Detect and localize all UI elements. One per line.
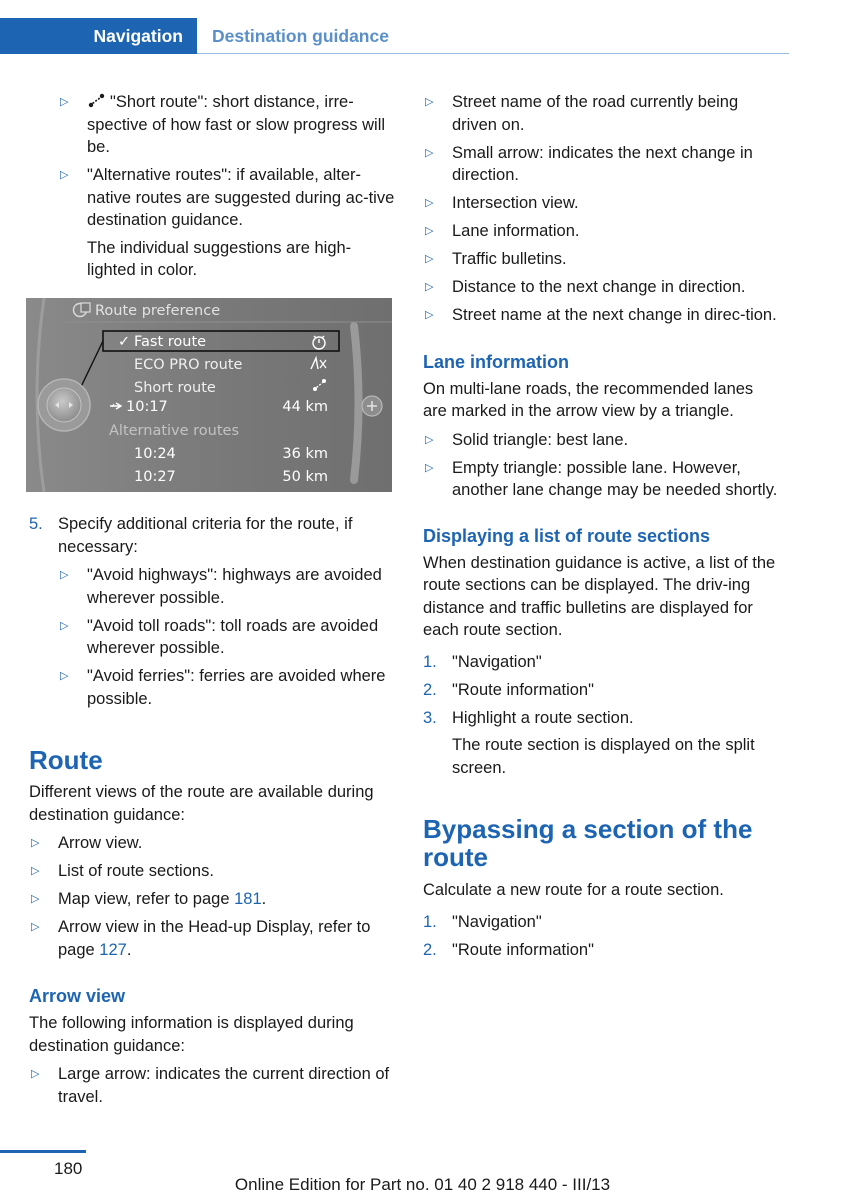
- list-item: ▷ Small arrow: indicates the next change in direction.: [425, 143, 753, 184]
- list-item: [58, 164, 395, 282]
- list-item: ▷ Empty triangle: possible lane. However, another lane change may be needed shortly.: [425, 458, 778, 499]
- edition-footer: Online Edition for Part no. 01 40 2 918 440 - III/13: [234, 1175, 611, 1194]
- bullet-triangle-icon: ▷: [60, 669, 69, 682]
- bypass-heading: Bypassing a section of the route: [423, 814, 753, 872]
- list-item: 2. "Route information": [423, 939, 781, 962]
- bullet-triangle-icon: ▷: [425, 252, 434, 265]
- alternative-route-distance: 50 km: [282, 468, 328, 485]
- list-item: ▷ Solid triangle: best lane.: [423, 429, 781, 452]
- route-sections-intro: When destination guidance is active, a list of the route sections can be displayed. The driv-ing distance and traffic bulletins are displayed for each route section.: [423, 553, 776, 639]
- right-column: [423, 91, 781, 967]
- bullet-triangle-icon: ▷: [60, 618, 69, 632]
- controller-icon[interactable]: [38, 379, 90, 431]
- list-item: ▷ Distance to the next change in direction.: [423, 276, 781, 299]
- step-number: 2.: [423, 680, 437, 699]
- bullet-triangle-icon: ▷: [31, 920, 40, 933]
- footer-rule: [0, 1150, 86, 1153]
- step-number: 1.: [423, 912, 437, 931]
- avoid-ferries-text: "Avoid ferries": ferries are avoided where possible.: [87, 667, 386, 708]
- list-item: 2. "Route information": [423, 679, 781, 702]
- avoid-criteria-list: [58, 564, 395, 710]
- arrow-view-heading: Arrow view: [29, 986, 126, 1006]
- step-number: 1.: [423, 652, 437, 671]
- list-item: 1. "Navigation": [423, 911, 781, 934]
- list-item: ▷ Intersection view.: [423, 192, 781, 215]
- bullet-triangle-icon: ▷: [425, 460, 434, 474]
- bullet-triangle-icon: ▷: [60, 168, 69, 181]
- bullet-triangle-icon: ▷: [60, 568, 69, 581]
- route-sections-steps: [423, 651, 781, 780]
- bullet-triangle-icon: ▷: [425, 432, 434, 446]
- chapter-tab: Navigation: [0, 18, 197, 54]
- bypass-steps: [423, 911, 781, 962]
- bullet-triangle-icon: ▷: [425, 280, 434, 293]
- list-item: [29, 1063, 395, 1108]
- short-route-icon: [87, 93, 107, 109]
- current-route-distance: 44 km: [282, 398, 328, 415]
- bullet-triangle-icon: ▷: [425, 95, 434, 108]
- list-item: 3. Highlight a route section. The route section is displayed on the split screen.: [423, 707, 781, 780]
- page-link-127[interactable]: 127: [99, 940, 127, 959]
- avoid-highways-text: "Avoid highways": highways are avoided wherever possible.: [87, 566, 382, 607]
- step-number: 5.: [29, 515, 43, 533]
- step-number: 2.: [423, 940, 437, 959]
- section-title: Destination guidance: [212, 25, 389, 46]
- lane-information-heading: Lane information: [423, 351, 570, 372]
- alternative-routes-text: "Alternative routes": if available, alter-native routes are suggested during ac-tive destination guidance.: [87, 166, 395, 229]
- list-item: [29, 513, 395, 710]
- list-item: [29, 860, 395, 883]
- avoid-toll-roads-text: "Avoid toll roads": toll roads are avoided wherever possible.: [87, 616, 379, 657]
- bypass-intro: Calculate a new route for a route section.: [423, 881, 724, 899]
- list-item: ▷ Lane information.: [423, 220, 781, 243]
- list-item: ▷ Street name of the road currently being driven on.: [425, 93, 739, 134]
- route-views-list: [29, 832, 395, 961]
- page-link-181[interactable]: 181: [234, 890, 262, 908]
- period: .: [261, 890, 267, 908]
- bullet-triangle-icon: ▷: [425, 224, 434, 237]
- bullet-triangle-icon: ▷: [31, 892, 40, 905]
- menu-item-short-route[interactable]: Short route: [134, 379, 216, 396]
- arrow-view-info-list: [423, 91, 781, 327]
- lane-information-intro: On multi-lane roads, the recommended lanes are marked in the arrow view by a triangle.: [423, 379, 754, 420]
- arrow-view-intro: The following information is displayed during destination guidance:: [29, 1014, 354, 1055]
- highlight-note: The individual suggestions are high-lighted in color.: [87, 238, 352, 279]
- lane-information-list: [423, 429, 781, 502]
- left-column: [29, 91, 395, 1114]
- bullet-triangle-icon: ▷: [425, 196, 434, 209]
- list-item: [29, 888, 395, 911]
- list-item: [58, 615, 395, 660]
- list-sections-text: List of route sections.: [58, 862, 214, 880]
- menu-item-eco-pro-route[interactable]: ECO PRO route: [134, 356, 243, 373]
- bullet-triangle-icon: ▷: [425, 145, 434, 159]
- list-item: [58, 665, 395, 710]
- step-list: [29, 513, 395, 710]
- current-route-time: 10:17: [126, 398, 168, 415]
- step-text: Specify additional criteria for the route, if necessary:: [58, 515, 353, 556]
- alternative-routes-heading: Alternative routes: [109, 422, 240, 439]
- period: .: [126, 940, 132, 959]
- list-item: ▷ Traffic bulletins.: [423, 248, 781, 271]
- bullet-triangle-icon: ▷: [31, 864, 40, 877]
- bullet-triangle-icon: ▷: [31, 1067, 40, 1080]
- list-item: [58, 564, 395, 609]
- menu-item-fast-route[interactable]: Fast route: [134, 333, 207, 350]
- list-item: ▷ Street name at the next change in direc-tion.: [423, 304, 781, 327]
- list-item: 1. "Navigation": [423, 651, 781, 674]
- bullet-triangle-icon: ▷: [31, 836, 40, 849]
- split-screen-note: The route section is displayed on the split screen.: [452, 736, 755, 777]
- hud-view-text: Arrow view in the Head-up Display, refer to page: [58, 918, 371, 959]
- alternative-route-distance: 36 km: [282, 445, 328, 462]
- route-heading: Route: [29, 745, 103, 775]
- bullet-triangle-icon: ▷: [60, 95, 69, 108]
- alternative-route-time[interactable]: 10:24: [134, 445, 176, 462]
- map-view-text: Map view, refer to page: [58, 890, 235, 908]
- route-preference-screen: [26, 298, 395, 499]
- plus-icon[interactable]: [362, 396, 382, 416]
- page-number: 180: [54, 1159, 83, 1178]
- list-item: [29, 916, 395, 961]
- alternative-route-time[interactable]: 10:27: [134, 468, 176, 485]
- route-intro: Different views of the route are available during destination guidance:: [29, 783, 374, 824]
- bullet-triangle-icon: ▷: [425, 308, 434, 321]
- route-sections-heading: Displaying a list of route sections: [423, 525, 711, 546]
- arrow-view-list: [29, 1063, 395, 1108]
- screen-title: Route preference: [95, 302, 221, 319]
- header-divider: [197, 53, 789, 54]
- list-item: [29, 832, 395, 855]
- large-arrow-text: Large arrow: indicates the current direction of travel.: [58, 1065, 390, 1106]
- route-option-list: [29, 91, 395, 282]
- arrow-view-text: Arrow view.: [58, 834, 143, 852]
- step-number: 3.: [423, 708, 437, 727]
- short-route-text: "Short route": short distance, irre-spective of how fast or slow progress will be.: [87, 93, 386, 156]
- list-item: [58, 91, 395, 159]
- item-check: ✓: [118, 333, 131, 350]
